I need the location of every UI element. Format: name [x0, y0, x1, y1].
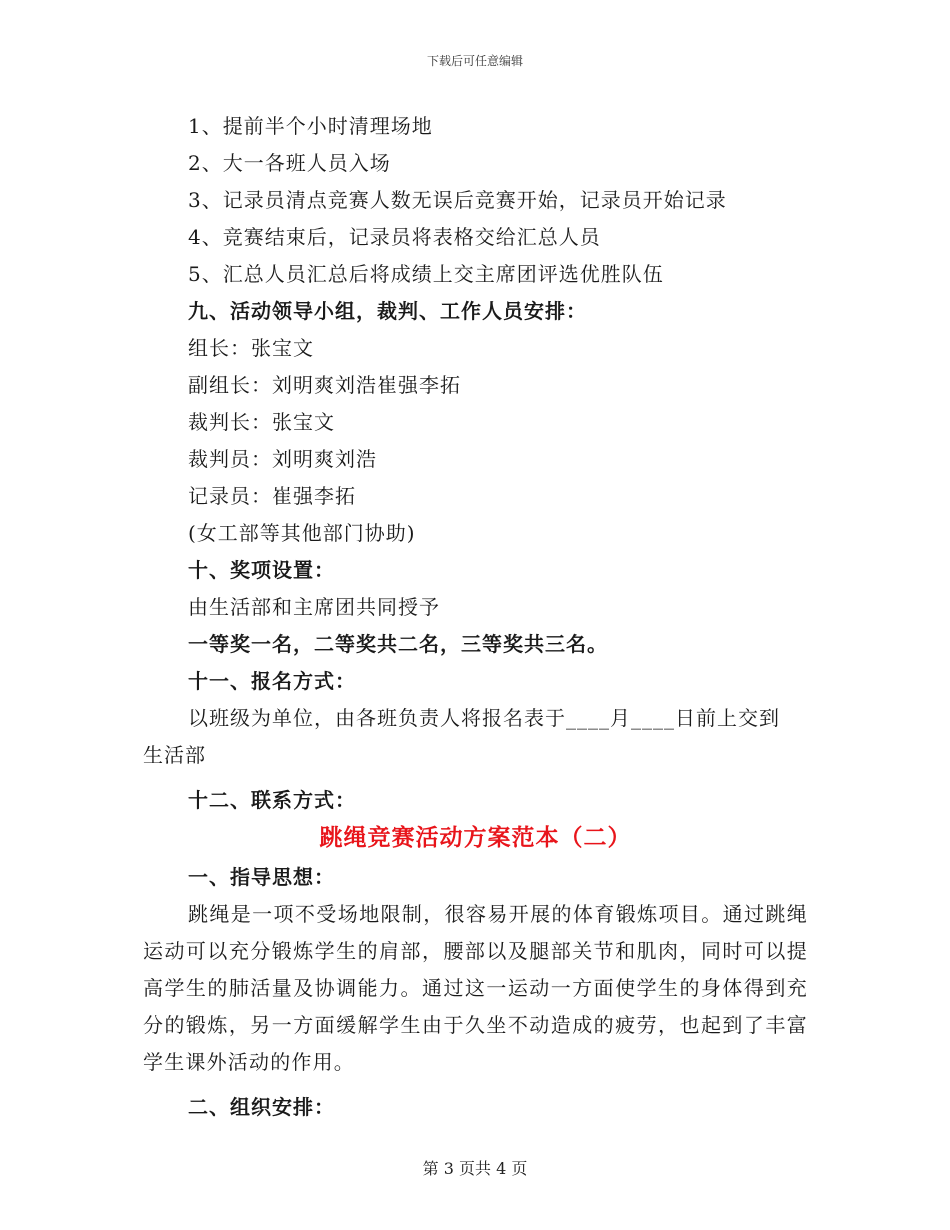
award-list: 一等奖一名，二等奖共二名，三等奖共三名。 — [188, 632, 608, 656]
signup-line-cont: 生活部 — [143, 743, 206, 767]
list-item: 3、记录员清点竞赛人数无误后竞赛开始，记录员开始记录 — [188, 188, 727, 212]
guiding-paragraph: 跳绳是一项不受场地限制，很容易开展的体育锻炼项目。通过跳绳运动可以充分锻炼学生的肩部，腰部以及腿部关节和肌肉，同时可以提高学生的肺活量及协调能力。通过这一运动一方面使学生的身体得到充分的锻炼，另一方面缓解学生由于久坐不动造成的疲劳，也起到了丰富学生课外活动的作用。 — [143, 902, 808, 1074]
staff-line: 组长：张宝文 — [188, 336, 314, 360]
section-heading-11: 十一、报名方式： — [188, 669, 356, 693]
list-item: 2、大一各班人员入场 — [188, 151, 391, 175]
staff-line: 记录员：崔强李拓 — [188, 484, 356, 508]
staff-line: 裁判员：刘明爽刘浩 — [188, 447, 377, 471]
list-item: 5、汇总人员汇总后将成绩上交主席团评选优胜队伍 — [188, 262, 664, 286]
section-heading-9: 九、活动领导小组，裁判、工作人员安排： — [188, 299, 587, 323]
staff-line: (女工部等其他部门协助) — [188, 521, 416, 545]
section-heading-guiding: 一、指导思想： — [188, 865, 335, 889]
signup-line: 以班级为单位，由各班负责人将报名表于____月____日前上交到 — [188, 706, 780, 730]
page-footer: 第 3 页共 4 页 — [422, 1159, 528, 1178]
section-heading-organization: 二、组织安排： — [188, 1095, 335, 1119]
document-body — [143, 108, 808, 1126]
award-note: 由生活部和主席团共同授予 — [188, 595, 440, 619]
page-header: 下载后可任意编辑 — [426, 54, 523, 68]
staff-line: 副组长：刘明爽刘浩崔强李拓 — [188, 373, 461, 397]
document-title: 跳绳竞赛活动方案范本（二） — [319, 824, 632, 851]
section-heading-12: 十二、联系方式： — [188, 788, 356, 812]
section-heading-10: 十、奖项设置： — [188, 558, 335, 582]
list-item: 4、竞赛结束后，记录员将表格交给汇总人员 — [188, 225, 601, 249]
list-item: 1、提前半个小时清理场地 — [188, 114, 433, 138]
staff-line: 裁判长：张宝文 — [188, 410, 335, 434]
